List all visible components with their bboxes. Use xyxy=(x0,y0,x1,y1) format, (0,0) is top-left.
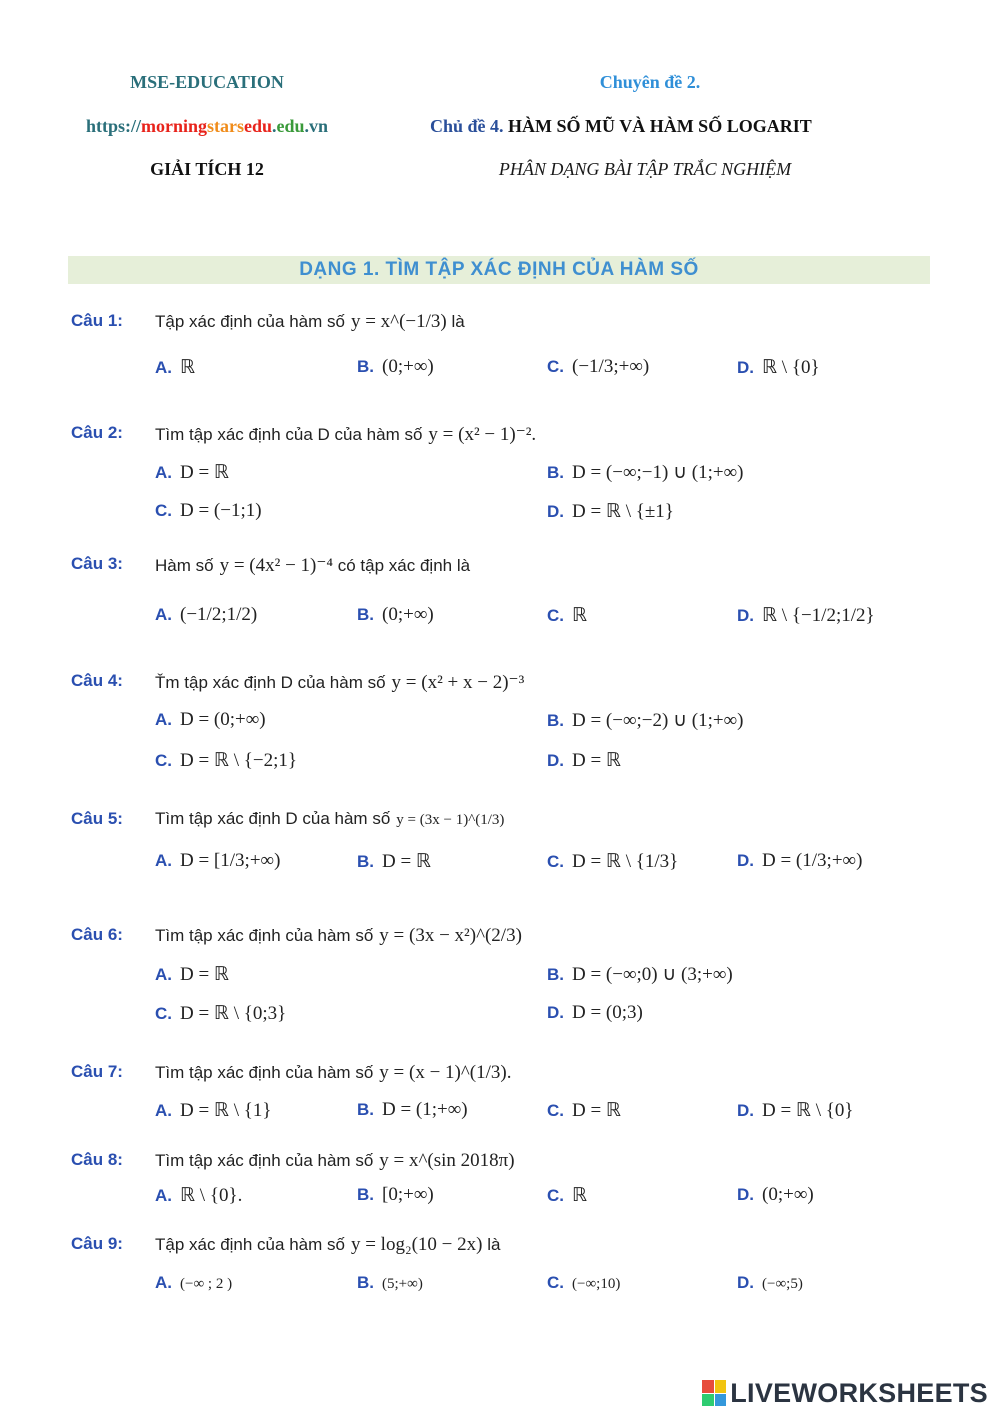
question-8-option-c[interactable] xyxy=(547,1184,587,1207)
question-3-suffix: có tập xác định là xyxy=(337,556,471,575)
question-9-option-a[interactable] xyxy=(155,1272,232,1294)
chapter-heading xyxy=(430,116,812,137)
option-value: (−1/2;1/2) xyxy=(180,604,258,625)
question-2-formula: y = (x² − 1)⁻². xyxy=(428,424,537,445)
question-5-option-b[interactable] xyxy=(357,850,431,873)
option-value: (0;+∞) xyxy=(382,604,434,625)
option-value: D = (0;3) xyxy=(572,1002,643,1023)
option-letter: D. xyxy=(737,1185,754,1204)
question-9-formula: y = log₂(10 − 2x) xyxy=(350,1234,483,1255)
liveworksheets-logo-icon xyxy=(702,1380,726,1406)
option-letter: A. xyxy=(155,605,172,624)
option-value: ℝ xyxy=(180,357,196,378)
option-value: D = (1;+∞) xyxy=(382,1099,468,1120)
option-letter: B. xyxy=(357,1185,374,1204)
question-5-stem: Tìm tập xác định D của hàm số xyxy=(155,809,391,828)
option-letter: A. xyxy=(155,463,172,482)
question-9-option-c[interactable] xyxy=(547,1272,620,1294)
option-value: ℝ xyxy=(572,605,588,626)
question-6-text xyxy=(155,925,522,947)
question-5-label: Câu 5: xyxy=(71,809,123,828)
question-9-label: Câu 9: xyxy=(71,1234,123,1253)
question-1-option-c[interactable] xyxy=(547,356,649,378)
url-part-edu: edu xyxy=(243,116,272,136)
option-letter: C. xyxy=(155,501,172,520)
option-value: D = ℝ \ {1} xyxy=(180,1100,272,1121)
option-letter: B. xyxy=(547,463,564,482)
option-letter: D. xyxy=(547,502,564,521)
option-letter: D. xyxy=(737,851,754,870)
option-value: (0;+∞) xyxy=(762,1184,814,1205)
question-7-formula: y = (x − 1)^(1/3). xyxy=(379,1062,512,1083)
option-value: D = (−1;1) xyxy=(180,500,262,521)
option-letter: A. xyxy=(155,358,172,377)
option-letter: A. xyxy=(155,1273,172,1292)
liveworksheets-logo xyxy=(702,1378,988,1408)
option-letter: C. xyxy=(547,852,564,871)
section-title: DẠNG 1. TÌM TẬP XÁC ĐỊNH CỦA HÀM SỐ xyxy=(299,259,699,280)
question-7-option-d[interactable] xyxy=(737,1099,854,1122)
question-6-option-a[interactable] xyxy=(155,963,229,986)
question-6-label: Câu 6: xyxy=(71,925,123,944)
option-value: D = ℝ \ {0;3} xyxy=(180,1003,287,1024)
option-value: D = (1/3;+∞) xyxy=(762,850,863,871)
question-3-formula: y = (4x² − 1)⁻⁴ xyxy=(219,555,334,576)
option-value: D = ℝ \ {0} xyxy=(762,1100,854,1121)
question-5-option-c[interactable] xyxy=(547,850,678,873)
option-letter: A. xyxy=(155,1101,172,1120)
question-3-option-a[interactable] xyxy=(155,604,257,626)
option-letter: A. xyxy=(155,710,172,729)
option-value: D = (−∞;−1) ∪ (1;+∞) xyxy=(572,462,744,483)
option-value: D = ℝ xyxy=(180,462,229,483)
option-letter: C. xyxy=(547,357,564,376)
option-value: ℝ xyxy=(572,1185,588,1206)
website-url[interactable] xyxy=(57,116,357,137)
option-value: (0;+∞) xyxy=(382,356,434,377)
option-letter: D. xyxy=(737,1101,754,1120)
question-4-text xyxy=(155,671,524,694)
org-name: MSE-EDUCATION xyxy=(130,72,284,92)
question-8-label: Câu 8: xyxy=(71,1150,123,1169)
question-3-option-b[interactable] xyxy=(357,604,434,626)
question-6-formula: y = (3x − x²)^(2/3) xyxy=(379,925,522,946)
question-2-option-d[interactable] xyxy=(547,500,674,523)
question-1-suffix: là xyxy=(451,312,465,331)
option-value: [0;+∞) xyxy=(382,1184,434,1205)
question-8-option-a[interactable] xyxy=(155,1184,242,1207)
url-tail: .vn xyxy=(304,116,329,136)
brand-name: LIVEWORKSHEETS xyxy=(730,1377,988,1408)
question-4-label: Câu 4: xyxy=(71,671,123,690)
question-8-text xyxy=(155,1150,515,1172)
chapter-title: HÀM SỐ MŨ VÀ HÀM SỐ LOGARIT xyxy=(508,116,812,136)
question-9-option-b[interactable] xyxy=(357,1272,423,1294)
question-5-option-d[interactable] xyxy=(737,850,862,872)
option-letter: A. xyxy=(155,1186,172,1205)
option-letter: C. xyxy=(155,751,172,770)
option-letter: B. xyxy=(357,852,374,871)
question-3-option-d[interactable] xyxy=(737,604,875,627)
question-4-formula: y = (x² + x − 2)⁻³ xyxy=(391,672,525,693)
question-8-option-b[interactable] xyxy=(357,1184,434,1206)
question-6-option-d[interactable] xyxy=(547,1002,643,1024)
question-4-option-d[interactable] xyxy=(547,749,621,772)
question-4-option-b[interactable] xyxy=(547,709,743,732)
question-2-option-b[interactable] xyxy=(547,461,743,484)
question-8-stem: Tìm tập xác định của hàm số xyxy=(155,1151,374,1170)
question-4-stem: Ťm tập xác định D của hàm số xyxy=(155,673,386,692)
option-letter: C. xyxy=(155,1004,172,1023)
option-value: ℝ \ {0} xyxy=(762,357,820,378)
question-6-stem: Tìm tập xác định của hàm số xyxy=(155,926,374,945)
url-part-stars: stars xyxy=(206,116,244,136)
option-value: D = ℝ xyxy=(180,964,229,985)
question-4-option-a[interactable] xyxy=(155,709,266,731)
option-letter: D. xyxy=(547,751,564,770)
option-value: D = (−∞;0) ∪ (3;+∞) xyxy=(572,964,733,985)
question-7-stem: Tìm tập xác định của hàm số xyxy=(155,1063,374,1082)
option-value: D = ℝ xyxy=(382,851,431,872)
question-7-option-b[interactable] xyxy=(357,1099,468,1121)
option-letter: C. xyxy=(547,1273,564,1292)
option-letter: D. xyxy=(737,606,754,625)
question-9-text xyxy=(155,1234,500,1256)
option-value: ℝ \ {0}. xyxy=(180,1185,243,1206)
option-value: D = ℝ \ {1/3} xyxy=(572,851,679,872)
question-6-option-c[interactable] xyxy=(155,1002,286,1025)
topic-line: Chuyên đề 2. xyxy=(599,72,701,92)
url-part-edu2: edu xyxy=(276,116,305,136)
question-3-text xyxy=(155,554,470,577)
question-5-option-a[interactable] xyxy=(155,850,280,872)
option-value: (−∞;5) xyxy=(762,1276,803,1292)
question-2-option-c[interactable] xyxy=(155,500,262,522)
question-6-option-b[interactable] xyxy=(547,963,733,986)
option-letter: C. xyxy=(547,1186,564,1205)
question-8-formula: y = x^(sin 2018π) xyxy=(379,1150,515,1171)
page-subtitle: PHÂN DẠNG BÀI TẬP TRẮC NGHIỆM xyxy=(498,159,792,179)
url-part-morning: morning xyxy=(140,116,207,136)
question-2-stem: Tìm tập xác định của D của hàm số xyxy=(155,425,423,444)
option-value: D = (0;+∞) xyxy=(180,709,266,730)
option-value: D = ℝ xyxy=(572,1100,621,1121)
option-value: D = (−∞;−2) ∪ (1;+∞) xyxy=(572,710,744,731)
option-letter: C. xyxy=(547,1101,564,1120)
option-letter: B. xyxy=(357,1100,374,1119)
url-dot: . xyxy=(272,116,277,136)
option-letter: A. xyxy=(155,851,172,870)
question-2-label: Câu 2: xyxy=(71,423,123,442)
question-1-label: Câu 1: xyxy=(71,311,123,330)
question-4-option-c[interactable] xyxy=(155,749,297,772)
question-1-formula: y = x^(−1/3) xyxy=(350,311,447,332)
option-letter: B. xyxy=(547,711,564,730)
question-5-text xyxy=(155,809,504,829)
question-2-option-a[interactable] xyxy=(155,461,229,484)
question-2-text xyxy=(155,423,536,446)
option-letter: B. xyxy=(357,1273,374,1292)
question-9-stem: Tập xác định của hàm số xyxy=(155,1235,345,1254)
question-3-option-c[interactable] xyxy=(547,604,587,627)
question-1-stem: Tập xác định của hàm số xyxy=(155,312,345,331)
option-value: (5;+∞) xyxy=(382,1276,423,1292)
option-value: D = ℝ \ {−2;1} xyxy=(180,750,297,771)
option-value: ℝ \ {−1/2;1/2} xyxy=(762,605,875,626)
question-1-option-d[interactable] xyxy=(737,356,820,379)
option-value: (−∞;10) xyxy=(572,1276,621,1292)
option-letter: C. xyxy=(547,606,564,625)
question-8-option-d[interactable] xyxy=(737,1184,814,1206)
option-value: D = ℝ xyxy=(572,750,621,771)
chapter-prefix: Chủ đề 4. xyxy=(430,116,504,136)
option-letter: D. xyxy=(737,358,754,377)
question-7-text xyxy=(155,1062,511,1084)
option-letter: B. xyxy=(357,605,374,624)
option-letter: D. xyxy=(547,1003,564,1022)
option-letter: B. xyxy=(357,357,374,376)
option-letter: D. xyxy=(737,1273,754,1292)
question-9-suffix: là xyxy=(487,1235,501,1254)
question-1-option-b[interactable] xyxy=(357,356,434,378)
question-1-text xyxy=(155,311,465,333)
url-prefix: https:// xyxy=(85,116,141,136)
option-letter: B. xyxy=(547,965,564,984)
question-9-option-d[interactable] xyxy=(737,1272,803,1294)
question-5-formula: y = (3x − 1)^(1/3) xyxy=(396,812,505,828)
question-3-stem: Hàm số xyxy=(155,556,214,575)
question-7-label: Câu 7: xyxy=(71,1062,123,1081)
option-letter: A. xyxy=(155,965,172,984)
subject-name: GIẢI TÍCH 12 xyxy=(150,159,264,179)
question-1-option-a[interactable] xyxy=(155,356,195,379)
option-value: (−1/3;+∞) xyxy=(572,356,650,377)
question-7-option-c[interactable] xyxy=(547,1099,621,1122)
option-value: (−∞ ; 2 ) xyxy=(180,1276,233,1292)
question-3-label: Câu 3: xyxy=(71,554,123,573)
option-value: D = ℝ \ {±1} xyxy=(572,501,674,522)
option-value: D = [1/3;+∞) xyxy=(180,850,281,871)
question-7-option-a[interactable] xyxy=(155,1099,272,1122)
